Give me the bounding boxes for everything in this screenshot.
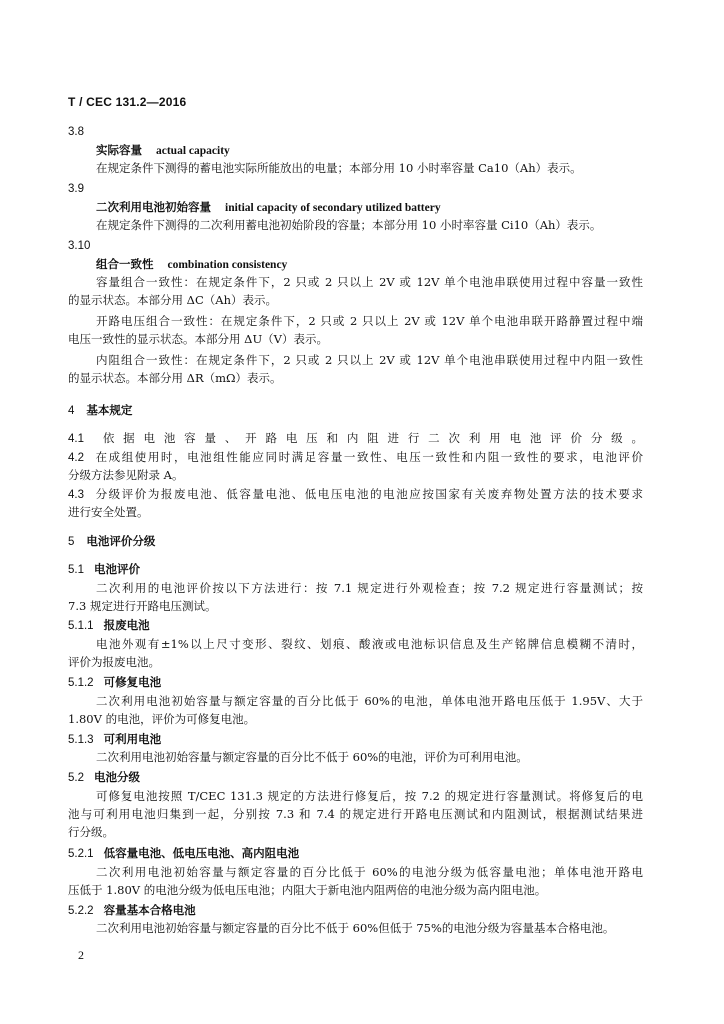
term-title-en: initial capacity of secondary utilized battery (225, 202, 441, 214)
term-title (96, 199, 441, 216)
term-title (96, 256, 287, 273)
paragraph-line: 二次利用电池初始容量与额定容量的百分比不低于 60%的电池，评价为可利用电池。 (96, 750, 528, 764)
section-heading (68, 402, 132, 419)
section-title: 电池评价分级 (86, 534, 156, 548)
paragraph-line: 1.80V 的电池，评价为可修复电池。 (68, 712, 256, 726)
term-title-zh: 实际容量 (96, 143, 142, 157)
term-definition: 在规定条件下测得的蓄电池实际所能放出的电量；本部分用 10 小时率容量 Ca10（Ah）表示。 (96, 161, 582, 175)
paragraph-line: 分级方法参见附录 A。 (68, 468, 184, 482)
subsection-number: 5.1.1 (68, 620, 94, 632)
section-number: 4 (68, 405, 75, 417)
clause-text: 在成组使用时，电池组性能应同时满足容量一致性、电压一致性和内阻一致性的要求，电池评价 (94, 450, 643, 464)
subsection-heading (68, 731, 161, 748)
subsection-title: 可利用电池 (103, 732, 162, 746)
paragraph-line: 压低于 1.80V 的电池分级为低电压电池；内阻大于新电池内阻两倍的电池分级为高内阻电池。 (68, 883, 547, 897)
subsection-title: 容量基本合格电池 (103, 903, 196, 917)
clause-number: 4.3 (68, 489, 84, 501)
clause-text: 依据电池容量、开路电压和内阻进行二次利用电池评价分级。 (94, 431, 643, 445)
subsection-number: 5.2 (68, 772, 84, 784)
subsection-number: 5.1.2 (68, 677, 94, 689)
paragraph-line: 电压一致性的显示状态。本部分用 ΔU（V）表示。 (68, 332, 328, 346)
paragraph-line: 开路电压组合一致性：在规定条件下，2 只或 2 只以上 2V 或 12V 单个电池串联开路静置过程中端 (96, 314, 643, 328)
subsection-heading (68, 769, 140, 786)
clause (68, 486, 643, 503)
paragraph-line: 二次利用电池初始容量与额定容量的百分比不低于 60%但低于 75%的电池分级为容量基本合格电池。 (96, 921, 615, 935)
paragraph-line: 内阻组合一致性：在规定条件下，2 只或 2 只以上 2V 或 12V 单个电池串联使用过程中内阻一致性 (96, 353, 643, 367)
paragraph-line: 的显示状态。本部分用 ΔR（mΩ）表示。 (68, 371, 282, 385)
subsection-number: 5.1 (68, 564, 84, 576)
term-number: 3.9 (68, 183, 84, 195)
section-number: 5 (68, 536, 75, 548)
paragraph-line: 的显示状态。本部分用 ΔC（Ah）表示。 (68, 293, 277, 307)
subsection-title: 报废电池 (103, 618, 150, 632)
term-title-en: combination consistency (167, 259, 288, 271)
paragraph-line: 电池外观有±1%以上尺寸变形、裂纹、划痕、酸液或电池标识信息及生产铭牌信息模糊不清时， (96, 637, 643, 651)
section-title: 基本规定 (86, 403, 133, 417)
clause-number: 4.2 (68, 452, 84, 464)
subsection-title: 可修复电池 (103, 675, 162, 689)
subsection-number: 5.2.2 (68, 905, 94, 917)
paragraph-line: 行分级。 (68, 825, 114, 839)
paragraph-line: 二次利用电池初始容量与额定容量的百分比低于 60%的电池，单体电池开路电压低于 1.95V、大于 (96, 694, 643, 708)
term-number: 3.10 (68, 240, 91, 252)
subsection-heading (68, 561, 140, 578)
subsection-heading (68, 674, 161, 691)
clause (68, 430, 643, 447)
subsection-title: 电池分级 (94, 770, 140, 784)
paragraph-line: 可修复电池按照 T/CEC 131.3 规定的方法进行修复后，按 7.2 的规定进行容量测试。将修复后的电 (96, 789, 643, 803)
term-title-zh: 二次利用电池初始容量 (96, 200, 211, 214)
standard-header: T / CEC 131.2—2016 (68, 95, 187, 109)
paragraph-line: 二次利用电池初始容量与额定容量的百分比低于 60%的电池分级为低容量电池；单体电池开路电 (96, 865, 643, 879)
term-number: 3.8 (68, 126, 84, 138)
subsection-title: 低容量电池、低电压电池、高内阻电池 (103, 846, 300, 860)
subsection-heading (68, 902, 196, 919)
paragraph-line: 二次利用的电池评价按以下方法进行：按 7.1 规定进行外观检查；按 7.2 规定进行容量测试；按 (96, 581, 643, 595)
paragraph-line: 池与可利用电池归集到一起，分别按 7.3 和 7.4 的规定进行开路电压测试和内阻测试，根据测试结果进 (68, 807, 643, 821)
page-number: 2 (78, 948, 84, 962)
section-heading (68, 533, 155, 550)
clause (68, 449, 643, 466)
clause-text: 分级评价为报废电池、低容量电池、低电压电池的电池应按国家有关废弃物处置方法的技术要求 (94, 487, 643, 501)
clause-number: 4.1 (68, 433, 84, 445)
paragraph-line: 7.3 规定进行开路电压测试。 (68, 599, 217, 613)
subsection-number: 5.1.3 (68, 734, 94, 746)
subsection-number: 5.2.1 (68, 848, 94, 860)
paragraph-line: 评价为报废电池。 (68, 655, 160, 669)
subsection-heading (68, 617, 150, 634)
term-definition: 在规定条件下测得的二次利用蓄电池初始阶段的容量；本部分用 10 小时率容量 Ci10（Ah）表示。 (96, 218, 602, 232)
term-title-zh: 组合一致性 (96, 257, 154, 271)
term-title (96, 142, 230, 159)
subsection-title: 电池评价 (94, 562, 140, 576)
term-title-en: actual capacity (156, 145, 230, 157)
subsection-heading (68, 845, 299, 862)
paragraph-line: 容量组合一致性：在规定条件下，2 只或 2 只以上 2V 或 12V 单个电池串联使用过程中容量一致性 (96, 275, 643, 289)
paragraph-line: 进行安全处置。 (68, 505, 149, 519)
